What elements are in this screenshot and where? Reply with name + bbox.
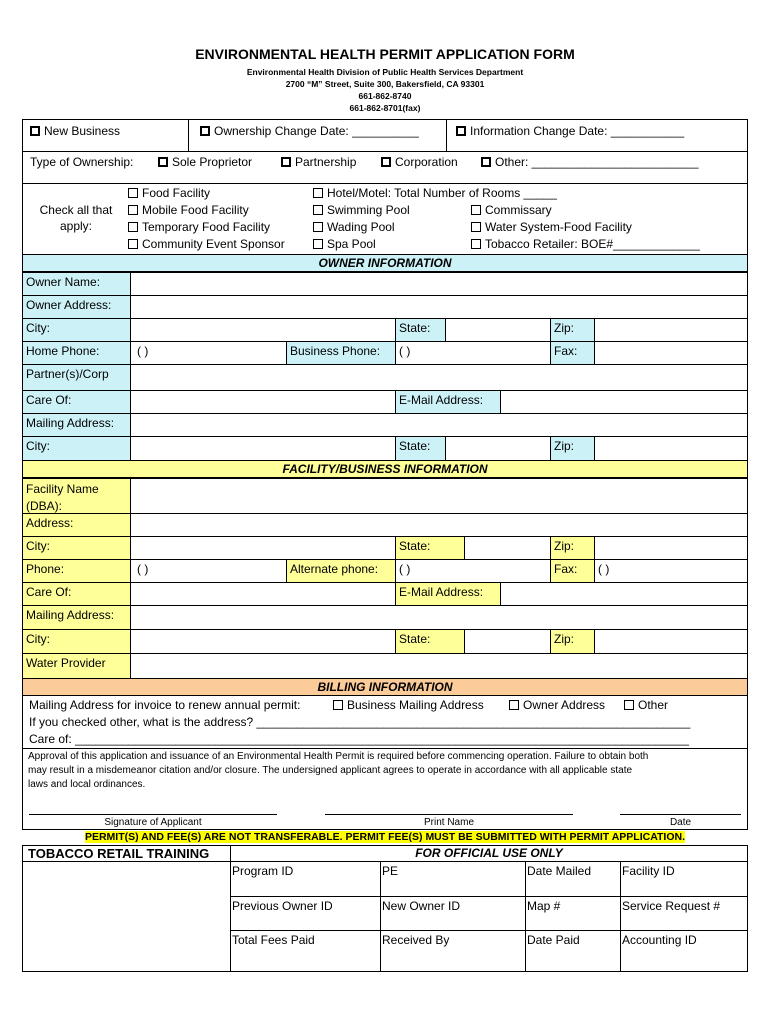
owner-mailing-label: Mailing Address: <box>22 413 131 437</box>
owner-zip-label: Zip: <box>550 318 595 342</box>
home-phone-field[interactable]: ( ) <box>130 341 287 365</box>
checkbox-icon[interactable] <box>128 188 138 198</box>
received-by-label: Received By <box>382 933 450 947</box>
check-all-label-2: apply: <box>59 219 93 233</box>
transfer-notice-text: PERMIT(S) AND FEE(S) ARE NOT TRANSFERABLE. PERMIT FEE(S) MUST BE SUBMITTED WITH PERMIT APPLICATION. <box>84 831 686 843</box>
owner-name-field[interactable] <box>130 272 748 296</box>
owner-city2-field[interactable] <box>130 436 396 461</box>
owner-state2-field[interactable] <box>445 436 551 461</box>
facility-state-field[interactable] <box>464 536 551 560</box>
owner-city-label: City: <box>22 318 131 342</box>
other-address-line[interactable]: If you checked other, what is the address? _________________________________________________________________ <box>29 715 691 729</box>
facility-name-label-1: Facility Name <box>26 482 99 496</box>
food-facility-option[interactable] <box>128 186 210 200</box>
facility-email-field[interactable] <box>500 582 748 606</box>
signature-line[interactable] <box>29 814 277 815</box>
facility-phone-field[interactable]: ( ) <box>130 559 287 583</box>
facility-city2-label: City: <box>22 629 131 654</box>
checkbox-icon[interactable] <box>30 126 40 136</box>
owner-state2-label: State: <box>395 436 446 461</box>
facility-address-label: Address: <box>22 513 131 537</box>
official-use-heading: FOR OFFICIAL USE ONLY <box>415 846 563 860</box>
checkbox-icon[interactable] <box>381 157 391 167</box>
previous-owner-id-label: Previous Owner ID <box>232 899 333 913</box>
owner-zip2-label: Zip: <box>550 436 595 461</box>
new-owner-id-label: New Owner ID <box>382 899 461 913</box>
partnership-option[interactable] <box>281 155 356 169</box>
facility-section-heading: FACILITY/BUSINESS INFORMATION <box>22 460 748 478</box>
business-phone-field[interactable]: ( ) <box>395 341 551 365</box>
owner-state-label: State: <box>395 318 446 342</box>
option-label: Water System-Food Facility <box>485 220 632 234</box>
temporary-food-option[interactable] <box>128 220 270 234</box>
partner-field[interactable] <box>130 364 748 391</box>
owner-city-field[interactable] <box>130 318 396 342</box>
checkbox-icon[interactable] <box>158 157 168 167</box>
department-address: 2700 “M” Street, Suite 300, Bakersfield, CA 93301 <box>285 79 485 89</box>
checkbox-icon[interactable] <box>313 205 323 215</box>
option-label: Sole Proprietor <box>172 155 253 169</box>
option-label: Spa Pool <box>327 237 376 251</box>
facility-zip-label: Zip: <box>550 536 595 560</box>
date-mailed-label: Date Mailed <box>527 864 592 878</box>
owner-zip-field[interactable] <box>594 318 748 342</box>
water-provider-field[interactable] <box>130 653 748 679</box>
facility-email-label: E-Mail Address: <box>395 582 501 606</box>
checkbox-icon[interactable] <box>128 222 138 232</box>
owner-state-field[interactable] <box>445 318 551 342</box>
facility-name-field[interactable] <box>130 478 748 514</box>
owner-name-label: Owner Name: <box>22 272 131 296</box>
date-paid-label: Date Paid <box>527 933 580 947</box>
business-mailing-option[interactable] <box>333 698 484 712</box>
facility-state-label: State: <box>395 536 465 560</box>
service-request-label: Service Request # <box>622 899 721 913</box>
facility-mailing-label: Mailing Address: <box>22 605 131 630</box>
checkbox-icon[interactable] <box>456 126 466 136</box>
option-label: Tobacco Retailer: BOE#_____________ <box>485 237 700 251</box>
owner-fax-label: Fax: <box>550 341 595 365</box>
community-event-option[interactable] <box>128 237 285 251</box>
total-fees-label: Total Fees Paid <box>232 933 315 947</box>
facility-fax-field[interactable]: ( ) <box>594 559 748 583</box>
facility-zip2-field[interactable] <box>594 629 748 654</box>
signature-label: Signature of Applicant <box>104 817 202 828</box>
checkbox-icon[interactable] <box>481 157 491 167</box>
pe-label: PE <box>382 864 399 878</box>
facility-name-label <box>22 478 131 514</box>
ownership-type-label: Type of Ownership: <box>30 155 134 169</box>
checkbox-icon[interactable] <box>471 205 481 215</box>
facility-mailing-field[interactable] <box>130 605 748 630</box>
swimming-pool-option[interactable] <box>313 203 410 217</box>
owner-address-option[interactable] <box>509 698 605 712</box>
facility-zip2-label: Zip: <box>550 629 595 654</box>
facility-id-label: Facility ID <box>622 864 675 878</box>
form-title: ENVIRONMENTAL HEALTH PERMIT APPLICATION FORM <box>195 46 575 62</box>
facility-state2-field[interactable] <box>464 629 551 654</box>
corporation-option[interactable] <box>381 155 458 169</box>
check-all-label: Check all that <box>39 203 113 217</box>
facility-phone-label: Phone: <box>22 559 131 583</box>
facility-city2-field[interactable] <box>130 629 396 654</box>
date-label: Date <box>669 817 692 828</box>
sole-proprietor-option[interactable] <box>158 155 252 169</box>
checkbox-icon[interactable] <box>313 239 323 249</box>
checkbox-icon[interactable] <box>281 157 291 167</box>
option-label: Partnership <box>295 155 357 169</box>
checkbox-icon[interactable] <box>313 188 323 198</box>
checkbox-icon[interactable] <box>471 239 481 249</box>
option-label: Swimming Pool <box>327 203 410 217</box>
water-system-option[interactable] <box>471 220 632 234</box>
information-change-label: Information Change Date: ___________ <box>470 124 685 138</box>
option-label: Corporation <box>395 155 458 169</box>
billing-care-of-line[interactable]: Care of: ____________________________________________________________________________________________ <box>29 732 690 746</box>
owner-email-field[interactable] <box>500 390 748 414</box>
checkbox-icon[interactable] <box>200 126 210 136</box>
approval-text-3: laws and local ordinances. <box>28 779 146 790</box>
facility-zip-field[interactable] <box>594 536 748 560</box>
checkbox-icon[interactable] <box>509 700 519 710</box>
facility-fax-label: Fax: <box>550 559 595 583</box>
owner-care-of-field[interactable] <box>130 390 396 414</box>
information-change-option[interactable] <box>456 124 684 138</box>
water-provider-label: Water Provider <box>22 653 131 679</box>
print-name-label: Print Name <box>423 817 474 828</box>
accounting-id-label: Accounting ID <box>622 933 697 947</box>
tobacco-retailer-option[interactable] <box>471 237 700 251</box>
commissary-option[interactable] <box>471 203 552 217</box>
alternate-phone-label: Alternate phone: <box>286 559 396 583</box>
option-label: Owner Address <box>523 698 606 712</box>
option-label: Community Event Sponsor <box>142 237 285 251</box>
spa-pool-option[interactable] <box>313 237 376 251</box>
mobile-food-option[interactable] <box>128 203 249 217</box>
partner-label: Partner(s)/Corp <box>22 364 131 391</box>
option-label: Wading Pool <box>327 220 395 234</box>
option-label: Commissary <box>485 203 552 217</box>
business-phone-label: Business Phone: <box>286 341 396 365</box>
owner-city2-label: City: <box>22 436 131 461</box>
division-name: Environmental Health Division of Public Health Services Department <box>246 67 524 77</box>
checkbox-icon[interactable] <box>128 205 138 215</box>
program-id-label: Program ID <box>232 864 294 878</box>
billing-invoice-label: Mailing Address for invoice to renew annual permit: <box>29 698 301 712</box>
owner-zip2-field[interactable] <box>594 436 748 461</box>
checkbox-icon[interactable] <box>313 222 323 232</box>
option-label: Other: _________________________ <box>495 155 699 169</box>
ownership-change-option[interactable] <box>200 124 419 138</box>
option-label: Business Mailing Address <box>347 698 484 712</box>
option-label: Hotel/Motel: Total Number of Rooms _____ <box>327 186 557 200</box>
option-label: Mobile Food Facility <box>142 203 249 217</box>
checkbox-icon[interactable] <box>624 700 634 710</box>
other-address-option[interactable] <box>624 698 668 712</box>
owner-fax-field[interactable] <box>594 341 748 365</box>
facility-city-label: City: <box>22 536 131 560</box>
option-label: Food Facility <box>142 186 211 200</box>
checkbox-icon[interactable] <box>128 239 138 249</box>
transfer-notice <box>22 831 748 843</box>
new-business-option[interactable] <box>30 124 120 138</box>
approval-text-2: may result in a misdemeanor citation and/or closure. The undersigned applicant agrees to operate in accordance with all applicable state <box>28 765 633 776</box>
tobacco-training-box <box>22 845 231 972</box>
owner-address-label: Owner Address: <box>22 295 131 319</box>
home-phone-label: Home Phone: <box>22 341 131 365</box>
owner-address-field[interactable] <box>130 295 748 319</box>
facility-care-of-field[interactable] <box>130 582 396 606</box>
billing-section-heading: BILLING INFORMATION <box>22 678 748 696</box>
checkbox-icon[interactable] <box>333 700 343 710</box>
owner-email-label: E-Mail Address: <box>395 390 501 414</box>
print-name-line[interactable] <box>325 814 573 815</box>
date-line[interactable] <box>620 814 741 815</box>
checkbox-icon[interactable] <box>471 222 481 232</box>
new-business-label: New Business <box>44 124 121 138</box>
other-option[interactable] <box>481 155 699 169</box>
owner-mailing-field[interactable] <box>130 413 748 437</box>
owner-care-of-label: Care Of: <box>22 390 131 414</box>
facility-city-field[interactable] <box>130 536 396 560</box>
tobacco-training-label: TOBACCO RETAIL TRAINING <box>28 846 210 861</box>
facility-address-field[interactable] <box>130 513 748 537</box>
ownership-change-label: Ownership Change Date: __________ <box>214 124 419 138</box>
approval-text-1: Approval of this application and issuance of an Environmental Health Permit is required before commencing operation. Failure to obtain both <box>28 751 649 762</box>
facility-name-label-2: (DBA): <box>26 499 62 513</box>
hotel-motel-option[interactable] <box>313 186 557 200</box>
facility-state2-label: State: <box>395 629 465 654</box>
owner-section-heading: OWNER INFORMATION <box>22 254 748 272</box>
map-number-label: Map # <box>527 899 561 913</box>
department-fax: 661-862-8701(fax) <box>349 103 421 113</box>
wading-pool-option[interactable] <box>313 220 395 234</box>
department-phone: 661-862-8740 <box>358 91 412 101</box>
option-label: Temporary Food Facility <box>142 220 271 234</box>
alternate-phone-field[interactable]: ( ) <box>395 559 551 583</box>
option-label: Other <box>638 698 669 712</box>
facility-care-of-label: Care Of: <box>22 582 131 606</box>
